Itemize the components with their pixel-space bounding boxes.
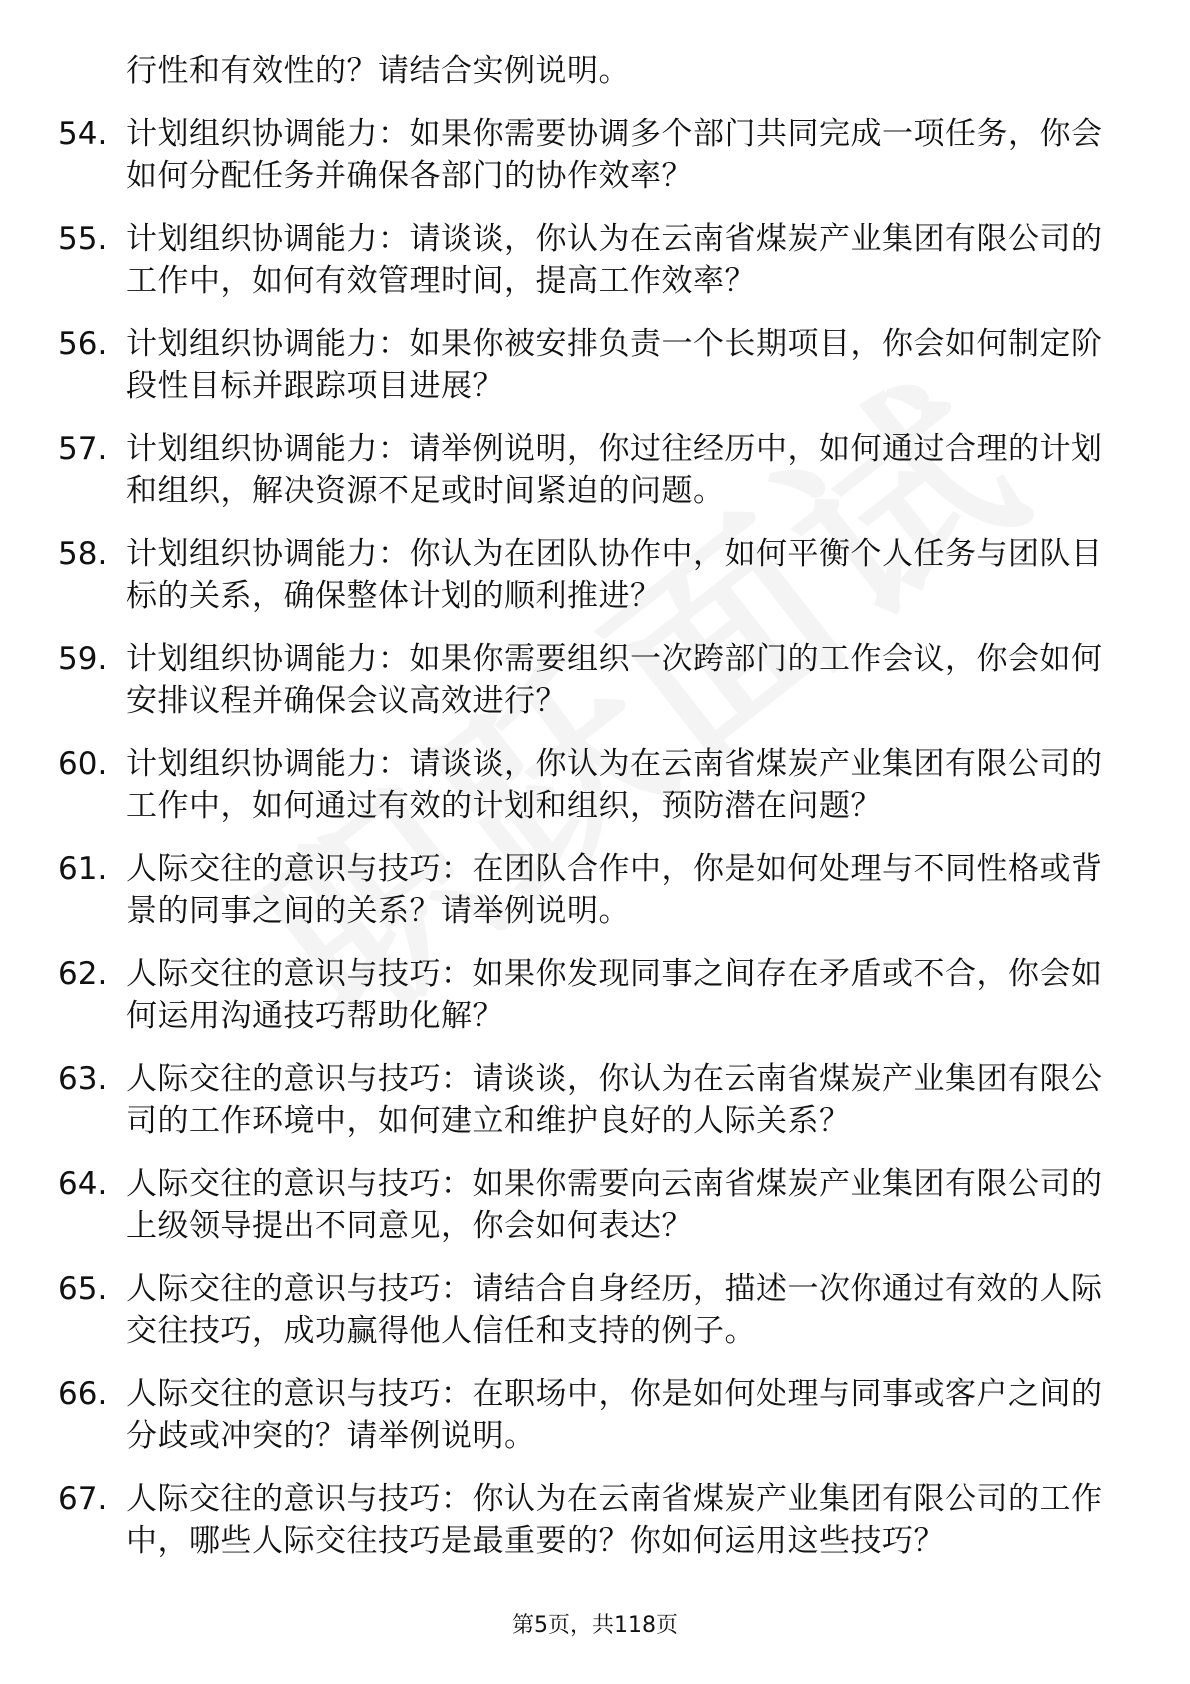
question-text: 人际交往的意识与技巧：请结合自身经历，描述一次你通过有效的人际交往技巧，成功赢得他人信任和支持的例子。	[126, 1271, 1103, 1349]
question-number: 58.	[58, 536, 108, 572]
question-item	[58, 1163, 1118, 1247]
question-number: 65.	[58, 1271, 108, 1307]
question-item	[58, 1058, 1118, 1142]
question-text: 人际交往的意识与技巧：在职场中，你是如何处理与同事或客户之间的分歧或冲突的？请举例说明。	[126, 1376, 1103, 1454]
question-text: 人际交往的意识与技巧：如果你需要向云南省煤炭产业集团有限公司的上级领导提出不同意见，你会如何表达？	[126, 1166, 1103, 1244]
question-number: 56.	[58, 326, 108, 362]
continuation-text: 行性和有效性的？请结合实例说明。	[126, 53, 630, 89]
question-text: 计划组织协调能力：请举例说明，你过往经历中，如何通过合理的计划和组织，解决资源不足或时间紧迫的问题。	[126, 431, 1103, 509]
question-text: 人际交往的意识与技巧：请谈谈，你认为在云南省煤炭产业集团有限公司的工作环境中，如何建立和维护良好的人际关系？	[126, 1061, 1103, 1139]
question-item	[58, 953, 1118, 1037]
question-number: 54.	[58, 116, 108, 152]
question-text: 计划组织协调能力：你认为在团队协作中，如何平衡个人任务与团队目标的关系，确保整体计划的顺利推进？	[126, 536, 1103, 614]
question-text: 计划组织协调能力：如果你需要组织一次跨部门的工作会议，你会如何安排议程并确保会议高效进行？	[126, 641, 1103, 719]
question-text: 计划组织协调能力：请谈谈，你认为在云南省煤炭产业集团有限公司的工作中，如何通过有效的计划和组织，预防潜在问题？	[126, 746, 1103, 824]
question-item	[58, 1373, 1118, 1457]
question-item	[58, 848, 1118, 932]
question-item	[58, 218, 1118, 302]
question-item	[58, 323, 1118, 407]
question-number: 60.	[58, 746, 108, 782]
page-footer: 第5页，共118页	[512, 1613, 678, 1638]
question-item	[58, 428, 1118, 512]
question-item	[58, 533, 1118, 617]
question-text: 人际交往的意识与技巧：你认为在云南省煤炭产业集团有限公司的工作中，哪些人际交往技巧是最重要的？你如何运用这些技巧？	[126, 1481, 1103, 1559]
question-text: 人际交往的意识与技巧：如果你发现同事之间存在矛盾或不合，你会如何运用沟通技巧帮助化解？	[126, 956, 1103, 1034]
question-text: 计划组织协调能力：如果你被安排负责一个长期项目，你会如何制定阶段性目标并跟踪项目进展？	[126, 326, 1103, 404]
question-text: 计划组织协调能力：如果你需要协调多个部门共同完成一项任务，你会如何分配任务并确保各部门的协作效率？	[126, 116, 1103, 194]
question-number: 57.	[58, 431, 108, 467]
question-number: 67.	[58, 1481, 108, 1517]
question-item	[58, 743, 1118, 827]
question-text: 人际交往的意识与技巧：在团队合作中，你是如何处理与不同性格或背景的同事之间的关系？请举例说明。	[126, 851, 1103, 929]
question-number: 55.	[58, 221, 108, 257]
question-number: 59.	[58, 641, 108, 677]
question-number: 66.	[58, 1376, 108, 1412]
question-item	[58, 1268, 1118, 1352]
question-text: 计划组织协调能力：请谈谈，你认为在云南省煤炭产业集团有限公司的工作中，如何有效管理时间，提高工作效率？	[126, 221, 1103, 299]
question-number: 62.	[58, 956, 108, 992]
question-item	[58, 113, 1118, 197]
question-number: 64.	[58, 1166, 108, 1202]
question-list	[58, 50, 1118, 1583]
question-item	[58, 1478, 1118, 1562]
question-number: 63.	[58, 1061, 108, 1097]
question-number: 61.	[58, 851, 108, 887]
question-item	[58, 638, 1118, 722]
